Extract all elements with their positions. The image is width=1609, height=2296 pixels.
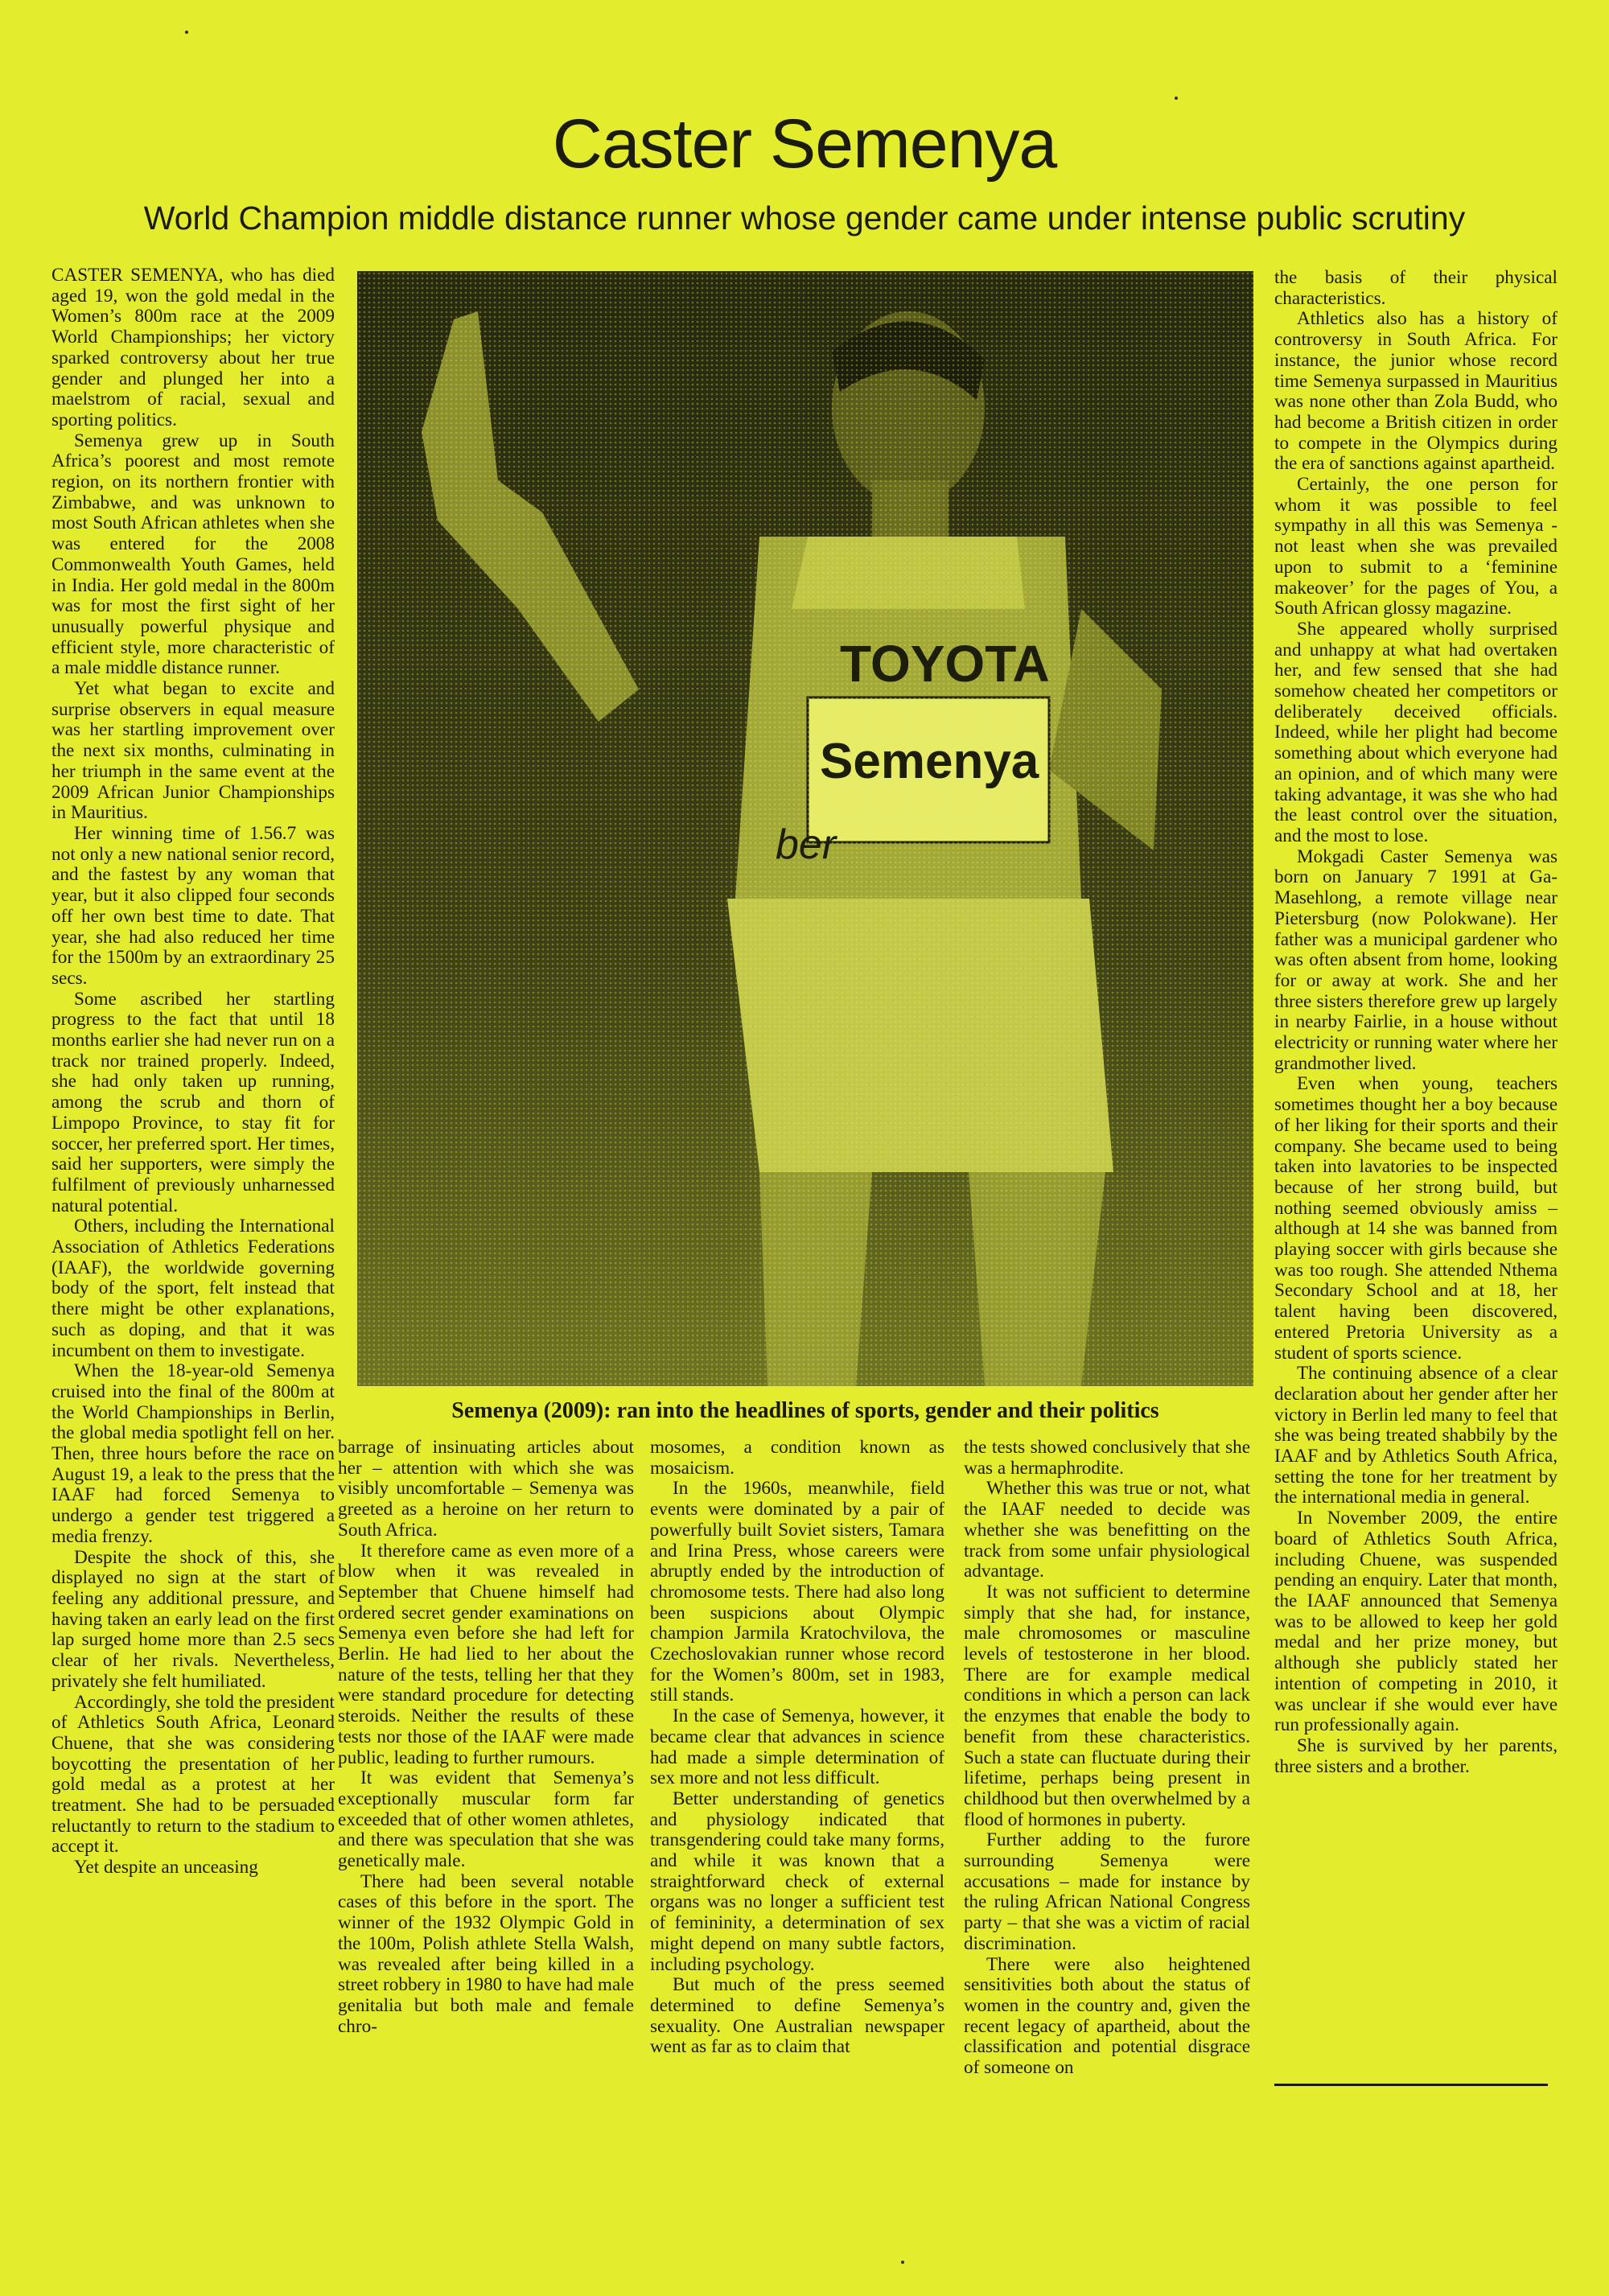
article-paragraph: There had been several notable cases of this before in the sport. The winner of the 1932 Olympic Gold in the 100m, Polish athlete Stella Walsh, was revealed after being killed in a street robbery in 1980 to have had male genitalia but both male and female chro- [338,1870,634,2037]
article-paragraph: barrage of insinuating articles about her – attention with which she was visibly uncomfortable – Semenya was greeted as a heroine on her return to South Africa. [338,1437,634,1541]
runner-photo-illustration [357,271,1253,1386]
article-paragraph: Despite the shock of this, she displayed no sign at the start of feeling any additional pressure, and having taken an early lead on the first lap surged home more than 2.5 secs clear of her rivals. Nevertheless, privately she felt humiliated. [51,1546,335,1692]
photo-sponsor-text: TOYOTA [840,635,1050,693]
article-paragraph: It was evident that Semenya’s exceptionally muscular form far exceeded that of other women athletes, and there was speculation that she was genetically male. [338,1767,634,1872]
end-rule [1274,2084,1548,2086]
article-paragraph: Further adding to the furore surrounding Semenya were accusations – made for instance by the ruling African National Congress party – that she was a victim of racial discrimination. [964,1829,1250,1954]
article-paragraph: The continuing absence of a clear declaration about her gender after her victory in Berlin led many to feel that she was being treated shabbily by the IAAF and by Athletics South Africa, setting the tone for her treatment by the international media in general. [1274,1363,1558,1508]
print-speck [901,2261,904,2264]
article-column-4 [964,1438,1250,2079]
article-paragraph: She appeared wholly surprised and unhappy at what had overtaken her, and few sensed that she had somehow cheated her competitors or deliberately deceived officials. Indeed, while her plight had become something about which everyone had an opinion, and of which many were taking advantage, it was she who had the least control over the situation, and the most to lose. [1274,618,1558,846]
article-paragraph: CASTER SEMENYA, who has died aged 19, won the gold medal in the Women’s 800m race at the 2009 World Championships; her victory sparked controversy about her true gender and plunged her into a maelstrom of racial, sexual and sporting politics. [51,265,335,430]
photo-bib-name: Semenya [820,734,1039,789]
article-column-1 [51,265,335,1878]
print-speck [185,31,188,34]
article-column-5 [1274,268,1558,1777]
article-paragraph: the tests showed conclusively that she was a hermaphrodite. [964,1437,1250,1479]
article-paragraph: When the 18-year-old Semenya cruised into the final of the 800m at the World Championships in Berlin, the global media spotlight fell on her. Then, three hours before the race on August 19, a leak to the press that the IAAF had forced Semenya to undergo a gender test triggered a media frenzy. [51,1360,335,1547]
article-paragraph: Semenya grew up in South Africa’s poorest and most remote region, on its northern frontier with Zimbabwe, and was unknown to most South African athletes when she was entered for the 2008 Commonwealth Youth Games, held in India. Her gold medal in the 800m was for most the first sight of her unusually powerful physique and efficient style, more characteristic of a male middle distance runner. [51,430,335,679]
article-paragraph: In the case of Semenya, however, it became clear that advances in science had made a simple determination of sex more and not less difficult. [650,1706,944,1789]
article-paragraph: Better understanding of genetics and physiology indicated that transgendering could take many forms, and while it was known that a straightforward check of external organs was no longer a sufficient test of femininity, a determination of sex might depend on many subtle factors, including psychology. [650,1788,944,1975]
article-paragraph: Whether this was true or not, what the IAAF needed to decide was whether she was benefitting on the track from some unfair physiological advantage. [964,1478,1250,1582]
article-paragraph: Athletics also has a history of controversy in South Africa. For instance, the junior whose record time Semenya surpassed in Mauritius was none other than Zola Budd, who had become a British citizen in order to compete in the Olympics during the era of sanctions against apartheid. [1274,308,1558,475]
print-speck [1175,97,1178,100]
article-paragraph: It was not sufficient to determine simply that she had, for instance, male chromosomes or masculine levels of testosterone in her blood. There are for example medical conditions in which a person can lack the enzymes that enable the body to benefit from these characteristics. Such a state can fluctuate during their lifetime, perhaps being present in childhood but then overwhelmed by a flood of hormones in puberty. [964,1581,1250,1830]
article-paragraph: Yet what began to excite and surprise observers in equal measure was her startling improvement over the next six months, culminating in her triumph in the same event at the 2009 African Junior Championships in Mauritius. [51,678,335,824]
article-paragraph: There were also heightened sensitivities both about the status of women in the country and, given the recent legacy of apartheid, about the classification and potential disgrace of someone on [964,1953,1250,2079]
article-paragraph: the basis of their physical characteristics. [1274,267,1558,309]
article-paragraph: Others, including the International Association of Athletics Federations (IAAF), the worldwide governing body of the sport, felt instead that there might be other explanations, such as doping, and that it was incumbent on them to investigate. [51,1216,335,1361]
article-paragraph: Mokgadi Caster Semenya was born on January 7 1991 at Ga-Masehlong, a remote village near Pietersburg (now Polokwane). Her father was a municipal gardener who was often absent from home, looking for or away at work. She and her three sisters therefore grew up largely in nearby Fairlie, in a house without electricity or running water where her grandmother lived. [1274,846,1558,1074]
article-paragraph: Yet despite an unceasing [74,1857,258,1878]
headline: Caster Semenya [552,105,1057,183]
subheadline: World Champion middle distance runner whose gender came under intense public scrutiny [143,200,1466,237]
article-paragraph: She is survived by her parents, three sisters and a brother. [1274,1734,1558,1777]
article-paragraph: Accordingly, she told the president of Athletics South Africa, Leonard Chuene, that she was considering boycotting the presentation of her gold medal as a protest at her treatment. She had to be persuaded reluctantly to return to the stadium to accept it. [51,1691,335,1858]
article-paragraph: Even when young, teachers sometimes thought her a boy because of her liking for their sports and their company. She became used to being taken into lavatories to be inspected because of her strong build, but nothing seemed obviously amiss – although at 14 she was banned from playing soccer with girls because she was too rough. She attended Nthema Secondary School and at 18, her talent having been discovered, entered Pretoria University as a student of sports science. [1274,1073,1558,1364]
article-column-2 [338,1438,634,2037]
article-paragraph: In the 1960s, meanwhile, field events were dominated by a pair of powerfully built Soviet sisters, Tamara and Irina Press, whose careers were abruptly ended by the introduction of chromosome tests. There had also long been suspicions about Olympic champion Jarmila Kratochvilova, the Czechoslovakian runner whose record for the Women’s 800m, set in 1983, still stands. [650,1478,944,1706]
article-paragraph: It therefore came as even more of a blow when it was revealed in September that Chuene himself had ordered secret gender examinations on Semenya even before she had left for Berlin. He had lied to her about the nature of the tests, telling her that they were standard procedure for detecting steroids. Neither the results of these tests nor those of the IAAF were made public, leading to further rumours. [338,1540,634,1768]
article-paragraph: In November 2009, the entire board of Athletics South Africa, including Chuene, was suspended pending an enquiry. Later that month, the IAAF announced that Semenya was to be allowed to keep her gold medal and her prize money, but although she publicly stated her intention of competing in 2010, it was unclear if she would ever have run professionally again. [1274,1508,1558,1736]
article-paragraph: mosomes, a condition known as mosaicism. [650,1437,944,1479]
article-paragraph: Certainly, the one person for whom it was possible to feel sympathy in all this was Semenya - not least when she was prevailed upon to submit to a ‘feminine makeover’ for the pages of You, a South African glossy magazine. [1274,474,1558,619]
runner-photo [357,271,1253,1386]
article-paragraph: Her winning time of 1.56.7 was not only a new national senior record, and the fastest by any woman that year, but it also clipped four seconds off her own best time to date. That year, she had also reduced her time for the 1500m by an extraordinary 25 secs. [51,822,335,989]
article-paragraph: But much of the press seemed determined to define Semenya’s sexuality. One Australian newspaper went as far as to claim that [650,1974,944,2058]
photo-bib-city: ber [776,821,837,868]
article-paragraph: Some ascribed her startling progress to the fact that until 18 months earlier she had never run on a track nor trained properly. Indeed, she had only taken up running, among the scrub and thorn of Limpopo Province, to stay fit for soccer, her preferred sport. Her times, said her supporters, were simply the fulfilment of previously unharnessed natural potential. [51,988,335,1216]
photo-caption: Semenya (2009): ran into the headlines of sports, gender and their politics [451,1398,1159,1423]
article-column-3 [650,1438,944,2058]
